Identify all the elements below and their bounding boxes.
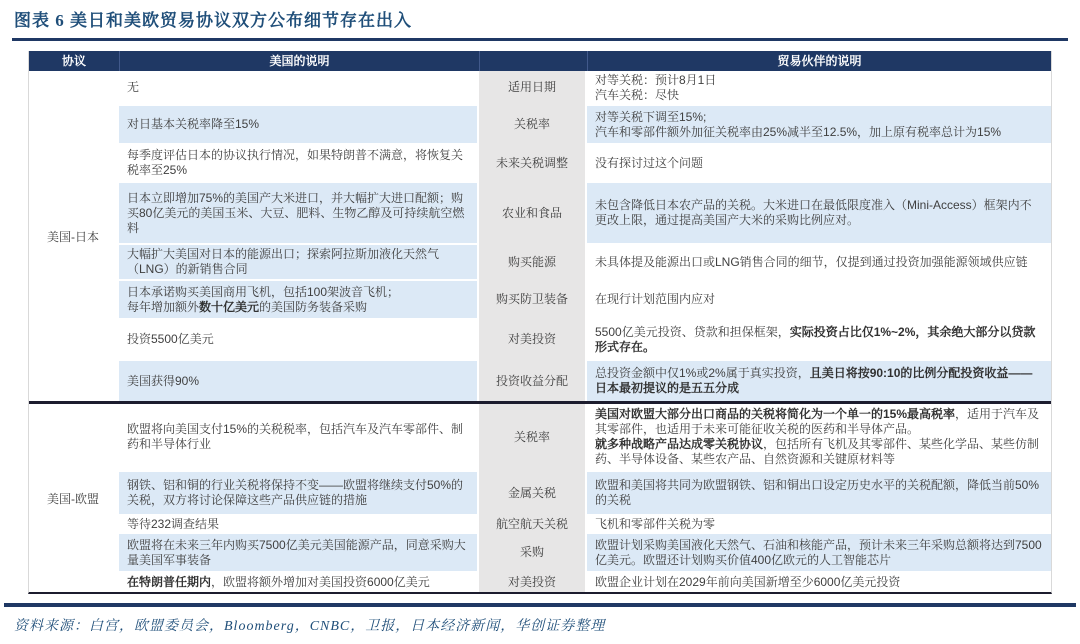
section-美国-欧盟 (29, 404, 1051, 592)
page (0, 6, 1080, 644)
us-statement-cell (119, 361, 477, 401)
partner-statement-cell (587, 106, 1051, 145)
us-statement-cell (119, 183, 477, 245)
table-row (119, 71, 1051, 106)
agreement-label: 美国-日本 (29, 71, 117, 401)
category-cell: 关税率 (479, 404, 585, 472)
us-statement-cell (119, 573, 477, 592)
category-cell: 航空航天关税 (479, 516, 585, 534)
figure-title: 图表 6 美日和美欧贸易协议双方公布细节存在出入 (14, 11, 412, 30)
statement-text: 飞机和零部件关税为零 (595, 516, 716, 531)
header-category (479, 51, 587, 71)
table-row (119, 281, 1051, 320)
partner-statement-cell (587, 534, 1051, 573)
table-row (119, 106, 1051, 145)
us-statement-cell (119, 106, 477, 145)
us-statement-cell (119, 71, 477, 106)
statement-text: 无 (127, 80, 140, 94)
category-cell: 购买能源 (479, 245, 585, 281)
title-rule (12, 38, 1068, 41)
partner-statement-cell (587, 404, 1051, 472)
table-row (119, 404, 1051, 472)
table-header-row (29, 51, 1051, 71)
header-partner-statement: 贸易伙伴的说明 (587, 51, 1051, 71)
statement-text: 欧盟将在未来三年内购买7500亿美元美国能源产品，同意采购大量美国军事装备 (127, 537, 466, 567)
us-statement-cell (119, 404, 477, 472)
statement-text: 每季度评估日本的协议执行情况，如果特朗普不满意，将恢复关税率至25% (127, 148, 464, 177)
us-statement-cell (119, 281, 477, 320)
category-cell: 金属关税 (479, 472, 585, 516)
statement-text: 大幅扩大美国对日本的能源出口；探索阿拉斯加液化天然气（LNG）的新销售合同 (127, 247, 440, 276)
category-cell: 投资收益分配 (479, 361, 585, 401)
statement-text: 欧盟企业计划在2029年前向美国新增至少6000亿美元投资 (595, 575, 901, 589)
statement-text: 汽车关税：尽快 (595, 87, 680, 102)
partner-statement-cell (587, 145, 1051, 183)
table-body (29, 71, 1051, 592)
us-statement-cell (119, 472, 477, 516)
table-row (119, 534, 1051, 573)
category-cell: 关税率 (479, 106, 585, 145)
partner-statement-cell (587, 71, 1051, 106)
statement-text: 对等关税：预计8月1日 (595, 72, 717, 87)
statement-text: 欧盟和美国将共同为欧盟钢铁、铝和铜出口设定历史水平的关税配额，降低当前50%的关税 (595, 478, 1040, 507)
category-cell: 对美投资 (479, 573, 585, 592)
statement-text: 钢铁、铝和铜的行业关税将保持不变——欧盟将继续支付50%的关税，双方将讨论保障这些产品供应链的措施 (127, 478, 464, 507)
statement-text: 日本承诺购买美国商用飞机，包括100架波音飞机； (127, 284, 400, 299)
partner-statement-cell (587, 281, 1051, 320)
agreement-label: 美国-欧盟 (29, 404, 117, 592)
statement-text: 对等关税下调至15%; (595, 109, 707, 124)
category-cell: 对美投资 (479, 320, 585, 361)
partner-statement-cell (587, 320, 1051, 361)
category-cell: 购买防卫装备 (479, 281, 585, 320)
table-row (119, 472, 1051, 516)
statement-text: 总投资金额中仅1%或2%属于真实投资，且美日将按90:10的比例分配投资收益——日本最初提议的是五五分成 (595, 366, 1033, 395)
table-row (119, 361, 1051, 401)
table-row (119, 183, 1051, 245)
statement-text: 每年增加额外数十亿美元的美国防务装备采购 (127, 299, 368, 314)
footer-rule (4, 603, 1076, 607)
us-statement-cell (119, 145, 477, 183)
category-cell: 采购 (479, 534, 585, 573)
category-cell: 农业和食品 (479, 183, 585, 245)
partner-statement-cell (587, 361, 1051, 401)
statement-text: 美国获得90% (127, 373, 200, 388)
category-cell: 适用日期 (479, 71, 585, 106)
statement-text: 就多种战略产品达成零关税协议，包括所有飞机及其零部件、某些化学品、某些仿制药、半导体设备、某些农产品、自然资源和关键原材料等 (595, 437, 1040, 466)
statement-text: 投资5500亿美元 (127, 332, 214, 346)
us-statement-cell (119, 534, 477, 573)
partner-statement-cell (587, 573, 1051, 592)
table-row (119, 573, 1051, 592)
statement-text: 汽车和零部件额外加征关税率由25%减半至12.5%，加上原有税率总计为15% (595, 124, 1002, 139)
statement-text: 未具体提及能源出口或LNG销售合同的细节，仅提到通过投资加强能源领域供应链 (595, 254, 1028, 269)
statement-text: 在特朗普任期内，欧盟将额外增加对美国投资6000亿美元 (127, 575, 430, 589)
statement-text: 5500亿美元投资、贷款和担保框架，实际投资占比仅1%~2%，其余绝大部分以贷款形式存在。 (595, 324, 1036, 354)
table-row (119, 245, 1051, 281)
statement-text: 对日基本关税率降至15% (127, 117, 260, 131)
category-cell: 未来关税调整 (479, 145, 585, 183)
us-statement-cell (119, 245, 477, 281)
section-美国-日本 (29, 71, 1051, 401)
us-statement-cell (119, 320, 477, 361)
statement-text: 在现行计划范围内应对 (595, 292, 716, 306)
partner-statement-cell (587, 183, 1051, 245)
statement-text: 没有探讨过这个问题 (595, 155, 704, 170)
header-agreement: 协议 (61, 54, 86, 68)
partner-statement-cell (587, 516, 1051, 534)
statement-text: 欧盟将向美国支付15%的关税税率，包括汽车及汽车零部件、制药和半导体行业 (127, 422, 464, 451)
section-rows (119, 404, 1051, 592)
source-note: 资料来源：白宫，欧盟委员会，Bloomberg，CNBC，卫报，日本经济新闻，华创证券整理 (14, 619, 606, 634)
table-row (119, 145, 1051, 183)
trade-agreement-table (28, 51, 1052, 594)
statement-text: 欧盟计划采购美国液化天然气、石油和核能产品，预计未来三年采购总额将达到7500亿美元。欧盟还计划购买价值400亿欧元的人工智能芯片 (595, 537, 1042, 567)
partner-statement-cell (587, 245, 1051, 281)
statement-text: 美国对欧盟大部分出口商品的关税将简化为一个单一的15%最高税率，适用于汽车及其零部件，也适用于未来可能征收关税的医药和半导体产品。 (595, 407, 1040, 436)
statement-text: 等待232调查结果 (127, 516, 220, 531)
table-row (119, 516, 1051, 534)
section-rows (119, 71, 1051, 401)
statement-text: 日本立即增加75%的美国产大米进口，并大幅扩大进口配额；购买80亿美元的美国玉米、大豆、肥料、生物乙醇及可持续航空燃料 (127, 190, 465, 235)
header-us-statement: 美国的说明 (119, 51, 479, 71)
table-row (119, 320, 1051, 361)
statement-text: 未包含降低日本农产品的关税。大米进口在最低限度准入（Mini-Access）框架内不更改上限，通过提高美国产大米的采购比例应对。 (595, 198, 1032, 227)
partner-statement-cell (587, 472, 1051, 516)
us-statement-cell (119, 516, 477, 534)
